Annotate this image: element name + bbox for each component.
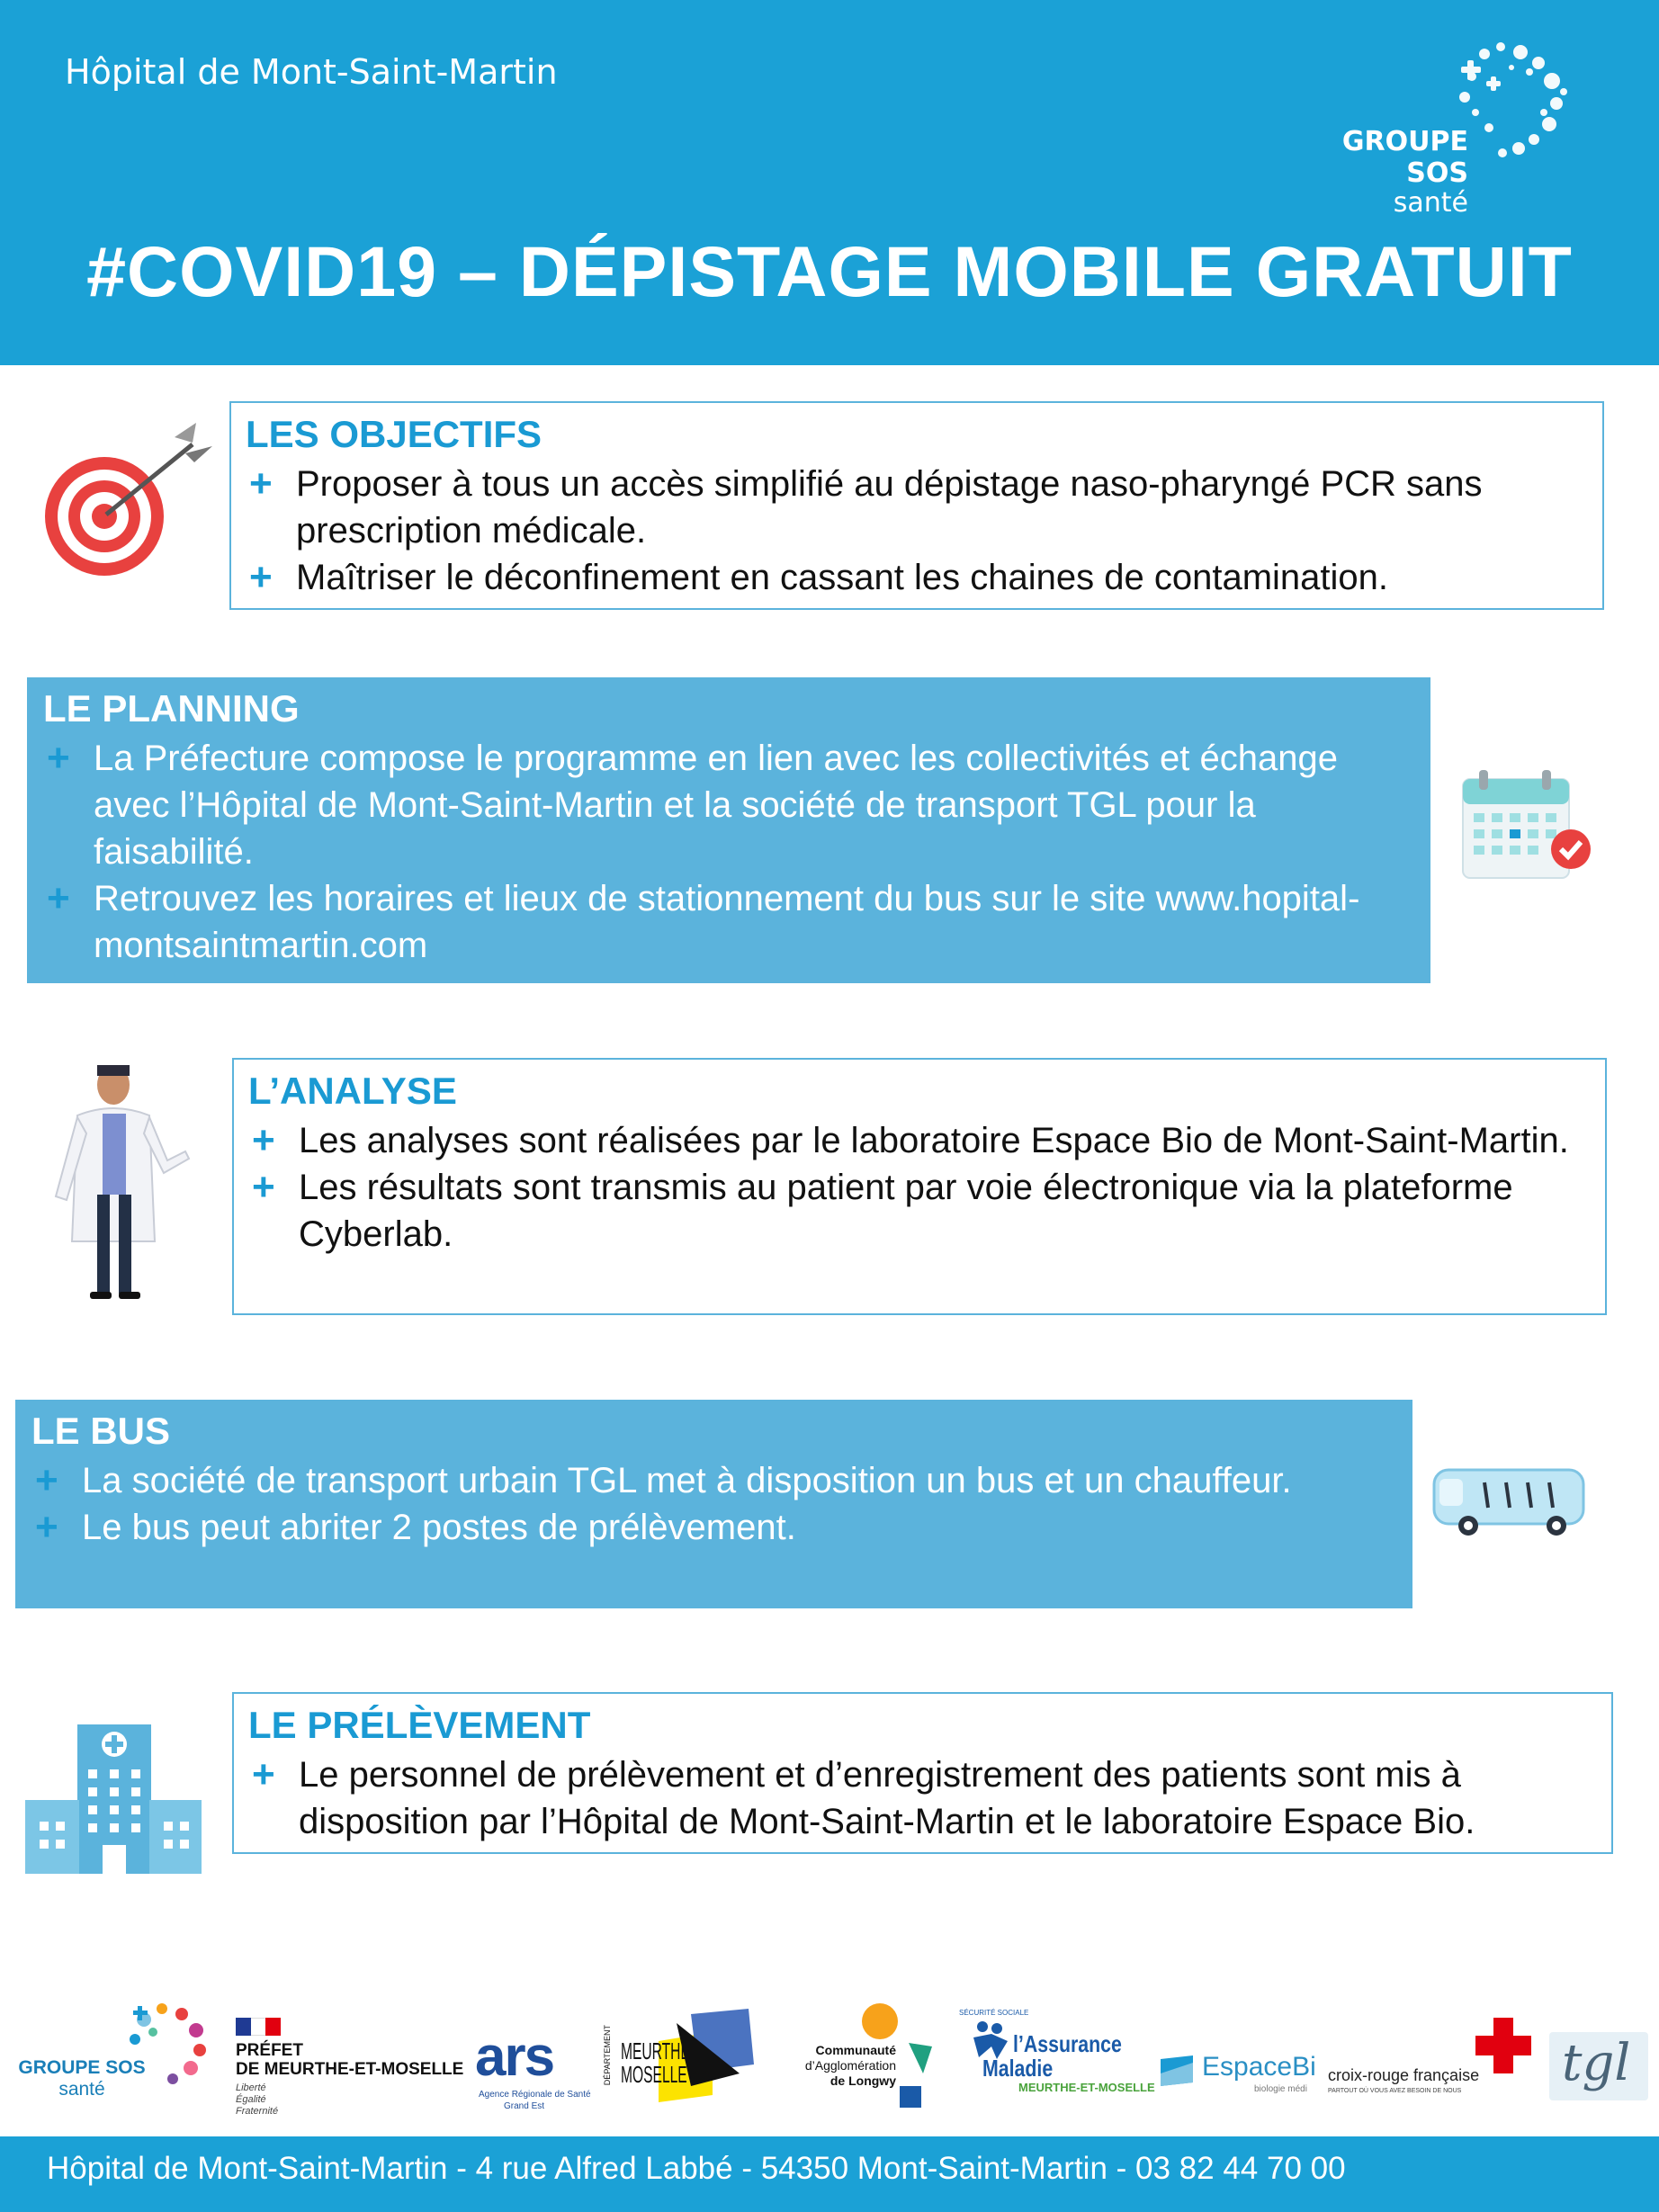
tgl-logo: tgl xyxy=(1562,2034,1631,2092)
list-item: + La société de transport urbain TGL met à disposition un bus et un chauffeur. xyxy=(35,1458,1292,1503)
plus-icon: + xyxy=(35,1458,58,1503)
list-item: + Proposer à tous un accès simplifié au dépistage naso-pharyngé PCR sans prescription médicale. xyxy=(249,461,1483,551)
section-title: LE PLANNING xyxy=(43,687,300,730)
espacebio-icon xyxy=(1161,2055,1197,2086)
assurance-top: SÉCURITÉ SOCIALE xyxy=(959,2009,1029,2017)
ars-logo: ars xyxy=(475,2026,554,2088)
plus-icon: + xyxy=(47,876,70,921)
plus-icon: + xyxy=(252,1752,275,1797)
section-analyse xyxy=(232,1058,1607,1315)
section-title: L’ANALYSE xyxy=(248,1070,457,1112)
section-planning xyxy=(27,677,1430,983)
prefet-logo: PRÉFET DE MEURTHE-ET-MOSELLE Liberté Égalité Fraternité xyxy=(236,2041,464,2117)
plus-icon: + xyxy=(252,1118,275,1163)
list-item: + Maîtriser le déconfinement en cassant les chaines de contamination. xyxy=(249,555,1389,600)
bus-icon xyxy=(1430,1464,1588,1540)
plus-icon: + xyxy=(47,736,70,781)
hospital-building-icon xyxy=(25,1714,202,1874)
plus-icon: + xyxy=(35,1505,58,1550)
page-title: #COVID19 – DÉPISTAGE MOBILE GRATUIT xyxy=(86,231,1573,311)
ars-region: Grand Est xyxy=(504,2101,545,2111)
assurance-maladie-logo: l’Assurance Maladie MEURTHE-ET-MOSELLE xyxy=(982,2030,1155,2094)
list-item: + Le bus peut abriter 2 postes de prélèvement. xyxy=(35,1505,796,1550)
longwy-logo: Communauté d’Agglomération de Longwy xyxy=(804,2043,896,2088)
section-title: LES OBJECTIFS xyxy=(246,413,543,455)
red-cross-icon xyxy=(1475,2018,1531,2073)
section-objectifs xyxy=(229,401,1604,610)
dept-label: DÉPARTEMENT xyxy=(603,2025,612,2086)
list-item: + La Préfecture compose le programme en lien avec les collectivités et échange avec l’Hôpital de Mont-Saint-Martin et la société de transport TGL pour la faisabilité. xyxy=(47,736,1338,873)
logo-line1: GROUPE SOS xyxy=(1341,126,1468,189)
calendar-icon xyxy=(1459,766,1594,883)
list-item: + Les analyses sont réalisées par le laboratoire Espace Bio de Mont-Saint-Martin. xyxy=(252,1118,1569,1163)
list-item: + Les résultats sont transmis au patient par voie électronique via la plateforme Cyberlab. xyxy=(252,1165,1513,1255)
partner-logos xyxy=(0,1993,1659,2127)
croix-rouge-subtitle: PARTOUT OÙ VOUS AVEZ BESOIN DE NOUS xyxy=(1328,2088,1462,2094)
footer-address: Hôpital de Mont-Saint-Martin - 4 rue Alfred Labbé - 54350 Mont-Saint-Martin - 03 82 44 70 00 xyxy=(47,2151,1346,2186)
list-item: + Le personnel de prélèvement et d’enregistrement des patients sont mis à disposition par l’Hôpital de Mont-Saint-Martin et le laboratoire Espace Bio. xyxy=(252,1752,1475,1842)
section-title: LE BUS xyxy=(31,1410,171,1452)
espacebio-subtitle: biologie médi xyxy=(1254,2084,1307,2094)
groupe-sos-logo-text xyxy=(1272,126,1468,219)
ars-subtitle: Agence Régionale de Santé xyxy=(479,2090,591,2100)
target-icon xyxy=(40,419,216,596)
list-item: + Retrouvez les horaires et lieux de stationnement du bus sur le site www.hopital-montsaintmartin.com xyxy=(47,876,1360,966)
section-prelevement xyxy=(232,1692,1613,1854)
groupe-sos-partner-text: GROUPE SOS santé xyxy=(18,2057,146,2100)
doctor-icon xyxy=(50,1061,194,1304)
hospital-name: Hôpital de Mont-Saint-Martin xyxy=(65,52,558,92)
section-title: LE PRÉLÈVEMENT xyxy=(248,1704,591,1746)
section-bus xyxy=(15,1400,1412,1608)
plus-icon: + xyxy=(249,555,273,600)
plus-icon: + xyxy=(252,1165,275,1210)
logo-line2: santé xyxy=(1393,187,1468,219)
flag-icon xyxy=(236,2018,281,2036)
meurthe-moselle-logo: MEURTHE MOSELLE xyxy=(621,2037,690,2088)
plus-icon: + xyxy=(249,461,273,506)
croix-rouge-logo: croix-rouge française xyxy=(1328,2066,1480,2084)
espacebio-logo: EspaceBi xyxy=(1202,2052,1316,2082)
